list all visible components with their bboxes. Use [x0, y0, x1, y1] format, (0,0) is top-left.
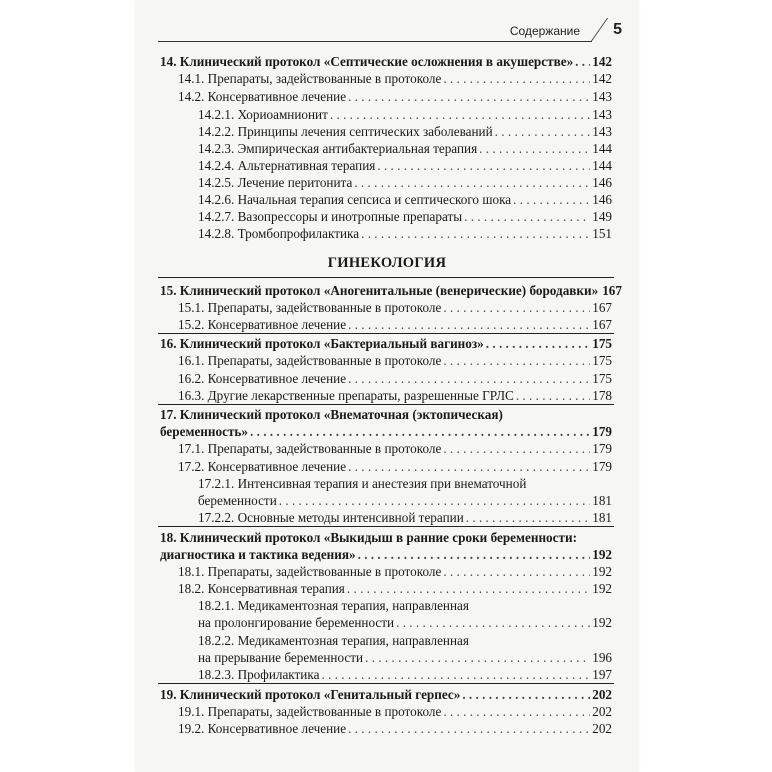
- leader-dots: [466, 509, 590, 526]
- leader-dots: [443, 703, 590, 720]
- section-heading-gynecology: ГИНЕКОЛОГИЯ: [327, 255, 447, 271]
- toc-entry-14-2-6[interactable]: 14.2.6. Начальная терапия сепсиса и септического шока . . . 146: [198, 191, 612, 208]
- toc-entry-14-1[interactable]: 14.1. Препараты, задействованные в протоколе . . . 142: [178, 70, 612, 87]
- toc-entry-14-2-7[interactable]: 14.2.7. Вазопрессоры и инотропные препараты . . . 149: [198, 208, 612, 225]
- leader-dots: [575, 53, 590, 70]
- leader-dots: [348, 316, 590, 333]
- toc-entry-14-2-3[interactable]: 14.2.3. Эмпирическая антибактериальная терапия . . . 144: [198, 140, 612, 157]
- toc-chapter-15[interactable]: 15. Клинический протокол «Аногенитальные (венерические) бородавки» 167: [160, 283, 622, 298]
- toc-entry-16-3[interactable]: 16.3. Другие лекарственные препараты, разрешенные ГРЛС . . . 178: [178, 387, 612, 404]
- leader-dots: [250, 423, 590, 440]
- leader-dots: [464, 208, 590, 225]
- header-rule: [158, 41, 592, 42]
- toc-entry-14-2-1[interactable]: 14.2.1. Хориоамнионит . . . 143: [198, 106, 612, 123]
- book-page: [136, 0, 638, 772]
- toc-chapter-17[interactable]: беременность» . . . 179: [160, 423, 612, 440]
- leader-dots: [486, 335, 590, 352]
- leader-dots: [443, 299, 590, 316]
- leader-dots: [443, 440, 590, 457]
- leader-dots: [396, 614, 590, 631]
- toc-entry-14-2-8[interactable]: 14.2.8. Тромбопрофилактика . . . 151: [198, 225, 612, 242]
- toc-entry-18-2-3[interactable]: 18.2.3. Профилактика . . . 197: [198, 666, 612, 683]
- toc-entry-17-2-1[interactable]: беременности . . . 181: [198, 492, 612, 509]
- leader-dots: [354, 174, 590, 191]
- separator-16: [158, 333, 614, 334]
- leader-dots: [377, 157, 590, 174]
- toc-entry-18-2-2[interactable]: на прерывание беременности . . . 196: [198, 649, 612, 666]
- toc-entry-18-2-1[interactable]: на пролонгирование беременности . . . 192: [198, 614, 612, 631]
- toc-chapter-18[interactable]: диагностика и тактика ведения» . . . 192: [160, 546, 612, 563]
- leader-dots: [443, 70, 590, 87]
- toc-entry-18-2[interactable]: 18.2. Консервативная терапия . . . 192: [178, 580, 612, 597]
- separator-18: [158, 526, 614, 527]
- leader-dots: [443, 352, 590, 369]
- toc-entry-14-2-4[interactable]: 14.2.4. Альтернативная терапия . . . 144: [198, 157, 612, 174]
- toc-entry-15-2[interactable]: 15.2. Консервативное лечение . . . 167: [178, 316, 612, 333]
- leader-dots: [348, 88, 590, 105]
- header-section-title: Содержание: [509, 24, 580, 38]
- leader-dots: [516, 387, 590, 404]
- leader-dots: [330, 106, 590, 123]
- leader-dots: [348, 720, 590, 737]
- toc-entry-14-2-5[interactable]: 14.2.5. Лечение перитонита . . . 146: [198, 174, 612, 191]
- toc-entry-17-2-2[interactable]: 17.2.2. Основные методы интенсивной терапии . . . 181: [198, 509, 612, 526]
- header-rule-tick: [591, 18, 608, 41]
- toc-entry-15-1[interactable]: 15.1. Препараты, задействованные в протоколе . . . 167: [178, 299, 612, 316]
- leader-dots: [358, 546, 591, 563]
- leader-dots: [365, 649, 590, 666]
- toc-entry-16-2[interactable]: 16.2. Консервативное лечение . . . 175: [178, 370, 612, 387]
- leader-dots: [321, 666, 590, 683]
- toc-entry-18-2-2-line1[interactable]: 18.2.2. Медикаментозная терапия, направленная: [198, 633, 469, 648]
- leader-dots: [279, 492, 590, 509]
- toc-entry-19-1[interactable]: 19.1. Препараты, задействованные в протоколе . . . 202: [178, 703, 612, 720]
- toc-entry-18-1[interactable]: 18.1. Препараты, задействованные в протоколе . . . 192: [178, 563, 612, 580]
- toc-chapter-18-line1[interactable]: 18. Клинический протокол «Выкидыш в ранние сроки беременности:: [160, 530, 577, 545]
- leader-dots: [348, 370, 590, 387]
- toc-entry-14-2-2[interactable]: 14.2.2. Принципы лечения септических заболеваний . . . 143: [198, 123, 612, 140]
- leader-dots: [347, 580, 590, 597]
- toc-entry-17-2[interactable]: 17.2. Консервативное лечение . . . 179: [178, 458, 612, 475]
- leader-dots: [479, 140, 590, 157]
- header-page-number: 5: [613, 21, 622, 38]
- toc-chapter-17-line1[interactable]: 17. Клинический протокол «Внематочная (эктопическая): [160, 407, 503, 422]
- toc-entry-19-2[interactable]: 19.2. Консервативное лечение . . . 202: [178, 720, 612, 737]
- toc-entry-16-1[interactable]: 16.1. Препараты, задействованные в протоколе . . . 175: [178, 352, 612, 369]
- toc-entry-17-2-1-line1[interactable]: 17.2.1. Интенсивная терапия и анестезия при внематочной: [198, 476, 527, 491]
- separator-19: [158, 683, 614, 684]
- leader-dots: [513, 191, 590, 208]
- toc-entry-17-1[interactable]: 17.1. Препараты, задействованные в протоколе . . . 179: [178, 440, 612, 457]
- leader-dots: [348, 458, 590, 475]
- toc-chapter-16[interactable]: 16. Клинический протокол «Бактериальный вагиноз» . . . 175: [160, 335, 612, 352]
- leader-dots: [495, 123, 591, 140]
- toc-entry-18-2-1-line1[interactable]: 18.2.1. Медикаментозная терапия, направленная: [198, 598, 469, 613]
- toc-chapter-19[interactable]: 19. Клинический протокол «Генитальный герпес» . . . 202: [160, 686, 612, 703]
- separator-15: [158, 277, 614, 278]
- running-header: [136, 22, 622, 44]
- separator-17: [158, 404, 614, 405]
- leader-dots: [462, 686, 590, 703]
- leader-dots: [443, 563, 590, 580]
- toc-entry-14-2[interactable]: 14.2. Консервативное лечение . . . 143: [178, 88, 612, 105]
- leader-dots: [361, 225, 590, 242]
- toc-chapter-14[interactable]: 14. Клинический протокол «Септические осложнения в акушерстве» . . . 142: [160, 53, 612, 70]
